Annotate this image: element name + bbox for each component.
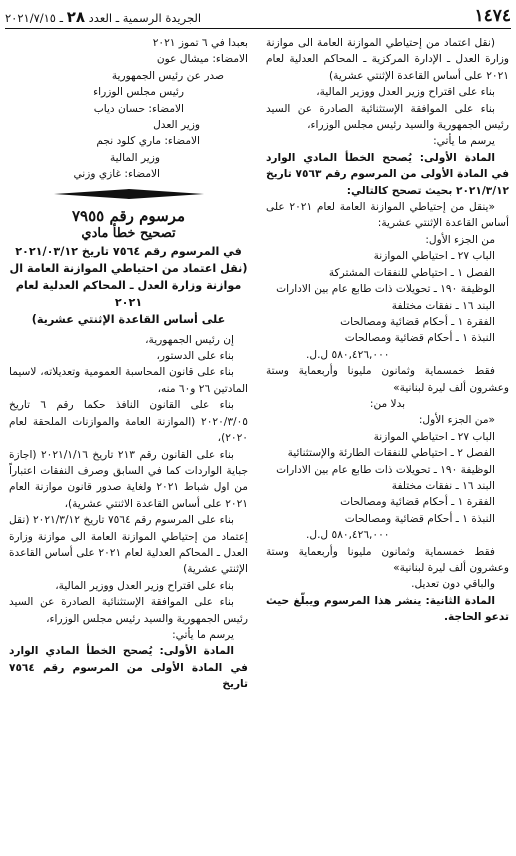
part-one: من الجزء الأول: bbox=[425, 233, 495, 246]
based-on-accounting-law: بناء على قانون المحاسبة العمومية وتعديلاته، لاسيما المادتين ٢٦ و٦٠ منه، bbox=[9, 366, 248, 395]
amount: ٥٨٠,٤٢٦,٠٠٠ ل.ل. bbox=[306, 348, 390, 361]
based-on-law-6: بناء على القانون النافذ حكما رقم ٦ تاريخ ٢٠٢٠/٣/٠٥ (الموازنة العامة والموازنات الملحقة لعام ٢٠٢٠)، bbox=[9, 399, 248, 445]
left-article-one: المادة الأولى: يُصحح الخطأ المادي الوارد في المادة الأولى من المرسوم رقم ٧٥٦٤ تاريخ bbox=[9, 645, 248, 691]
signature-place-date: بعبدا في ٦ تموز ٢٠٢١ bbox=[152, 37, 248, 49]
subparagraph-1: النبذة ١ ـ أحكام قضائية ومصالحات bbox=[344, 332, 495, 345]
signature-president: الامضاء: ميشال عون bbox=[156, 53, 248, 66]
amount-in-words: فقط خمسماية وثمانون مليونا وأربعماية وستة وعشرون ألف ليرة لبنانية» bbox=[266, 365, 509, 394]
article-one: المادة الأولى: يُصحح الخطأ المادي الوارد في المادة الأولى من المرسوم رقم ٧٥٦٣ تاريخ ٢٠٢١/٣/١٢ بحيث تصحح كالتالي: bbox=[266, 151, 510, 197]
preamble-proposal: بناء على اقتراح وزير العدل ووزير المالية، bbox=[316, 86, 495, 99]
left-preamble-approval: بناء على الموافقة الإستثنائية الصادرة عن السيد رئيس الجمهورية والسيد رئيس مجلس الوزراء، bbox=[9, 596, 248, 625]
left-decrees-following: يرسم ما يأتي: bbox=[172, 628, 234, 641]
pm-title: رئيس مجلس الوزراء bbox=[93, 86, 184, 99]
old-section-2: الفصل ٢ ـ احتياطي للنفقات الطارئة والإستثنائية bbox=[287, 447, 495, 460]
left-column bbox=[5, 29, 258, 855]
decree-subject-basis: على أساس القاعدة الإثنتي عشرية) bbox=[31, 312, 226, 326]
old-subparagraph-1: النبذة ١ ـ أحكام قضائية ومصالحات bbox=[344, 512, 495, 525]
rest-unchanged: والباقي دون تعديل. bbox=[411, 578, 495, 591]
section-1: الفصل ١ ـ احتياطي للنفقات المشتركة bbox=[328, 266, 495, 279]
based-on-decree-7564: بناء على المرسوم رقم ٧٥٦٤ تاريخ ٢٠٢١/٣/١٢ (نقل إعتماد من إحتياطي الموازنة العامة الى موازنة وزارة العدل ـ المحاكم العدلية لعام ٢٠٢١ على أساس القاعدة الإثنتي عشرية) bbox=[9, 514, 248, 576]
old-amount: ٥٨٠,٤٢٦,٠٠٠ ل.ل. bbox=[306, 529, 390, 542]
function-190: الوظيفة ١٩٠ ـ تحويلات ذات طابع عام بين الادارات bbox=[276, 283, 495, 296]
signature-justice-minister: الامضاء: ماري كلود نجم bbox=[96, 135, 200, 148]
chapter-27: الباب ٢٧ ـ احتياطي الموازنة bbox=[373, 250, 495, 263]
right-column bbox=[258, 29, 511, 855]
page-number: ١٤٧٤ bbox=[474, 6, 511, 26]
finance-minister-title: وزير المالية bbox=[109, 151, 160, 164]
transfer-intro: «ينقل من إحتياطي الموازنة العامة لعام ٢٠٢١ على أساس القاعدة الإثنتي عشرية: bbox=[266, 201, 509, 230]
old-amount-in-words: فقط خمسماية وثمانون مليونا وأربعماية وستة وعشرون ألف ليرة لبنانية» bbox=[266, 545, 509, 574]
decree-subject-continued: (نقل اعتماد من إحتياطي الموازنة العامة الى موازنة وزارة العدل ـ الإدارة المركزية ـ المحاكم العدلية لعام ٢٠٢١ على أساس القاعدة الإثنتي عشرية) bbox=[266, 37, 509, 82]
paragraph-1: الفقرة ١ ـ أحكام قضائية ومصالحات bbox=[340, 315, 495, 328]
issued-by: صدر عن رئيس الجمهورية bbox=[111, 69, 224, 82]
decree-reference: في المرسوم رقم ٧٥٦٤ تاريخ ٢٠٢١/٠٣/١٢ bbox=[15, 244, 242, 258]
based-on-law-213: بناء على القانون رقم ٢١٣ تاريخ ٢٠٢١/١/١٦ (اجازة جباية الواردات كما في السابق وصرف النفقات اعتباراً من اول شباط ٢٠٢١ ولغاية صدور قانون موازنة العام ٢٠٢١ على أساس القاعدة الاثنتي عشرية)، bbox=[9, 448, 248, 510]
decree-subject: (نقل اعتماد من احتياطي الموازنة العامة ال موازنة وزارة العدل ـ المحاكم العدلية لعام ٢٠٢١ bbox=[9, 261, 248, 309]
president-intro: إن رئيس الجمهورية، bbox=[145, 333, 234, 346]
section-divider bbox=[9, 185, 248, 203]
running-title-prefix: الجريدة الرسمية ـ العدد bbox=[88, 11, 202, 25]
preamble-approval: بناء على الموافقة الإستثنائية الصادرة عن السيد رئيس الجمهورية والسيد رئيس مجلس الوزراء، bbox=[266, 102, 509, 132]
justice-minister-title: وزير العدل bbox=[153, 119, 200, 132]
item-16: البند ١٦ ـ نفقات مختلفة bbox=[391, 299, 495, 312]
page-header bbox=[5, 4, 511, 29]
signature-pm: الامضاء: حسان دياب bbox=[93, 102, 184, 115]
old-part-one: «من الجزء الأول: bbox=[418, 414, 495, 427]
issue-date: ـ ٢٠٢١/٧/١٥ bbox=[5, 11, 64, 25]
old-function-190: الوظيفة ١٩٠ ـ تحويلات ذات طابع عام بين الادارات bbox=[276, 463, 495, 476]
two-column-body bbox=[5, 29, 511, 855]
running-title bbox=[5, 8, 201, 26]
issue-number: ٢٨ bbox=[66, 8, 85, 26]
article-two: المادة الثانية: ينشر هذا المرسوم ويبلّغ حيث تدعو الحاجة. bbox=[266, 594, 509, 624]
decree-title: تصحيح خطأ مادي bbox=[81, 225, 176, 241]
decrees-following: يرسم ما يأتي: bbox=[433, 135, 495, 148]
decree-number: مرسوم رقم ٧٩٥٥ bbox=[72, 206, 185, 225]
old-chapter-27: الباب ٢٧ ـ احتياطي الموازنة bbox=[373, 430, 495, 443]
divider-ornament-icon bbox=[54, 188, 204, 200]
instead-of: بدلا من: bbox=[369, 397, 406, 410]
based-on-constitution: بناء على الدستور، bbox=[156, 350, 234, 363]
old-item-16: البند ١٦ ـ نفقات مختلفة bbox=[391, 479, 495, 492]
old-paragraph-1: الفقرة ١ ـ أحكام قضائية ومصالحات bbox=[340, 496, 495, 509]
left-preamble-proposal: بناء على اقتراح وزير العدل ووزير المالية، bbox=[55, 579, 234, 592]
signature-finance-minister: الامضاء: غازي وزني bbox=[73, 168, 160, 181]
